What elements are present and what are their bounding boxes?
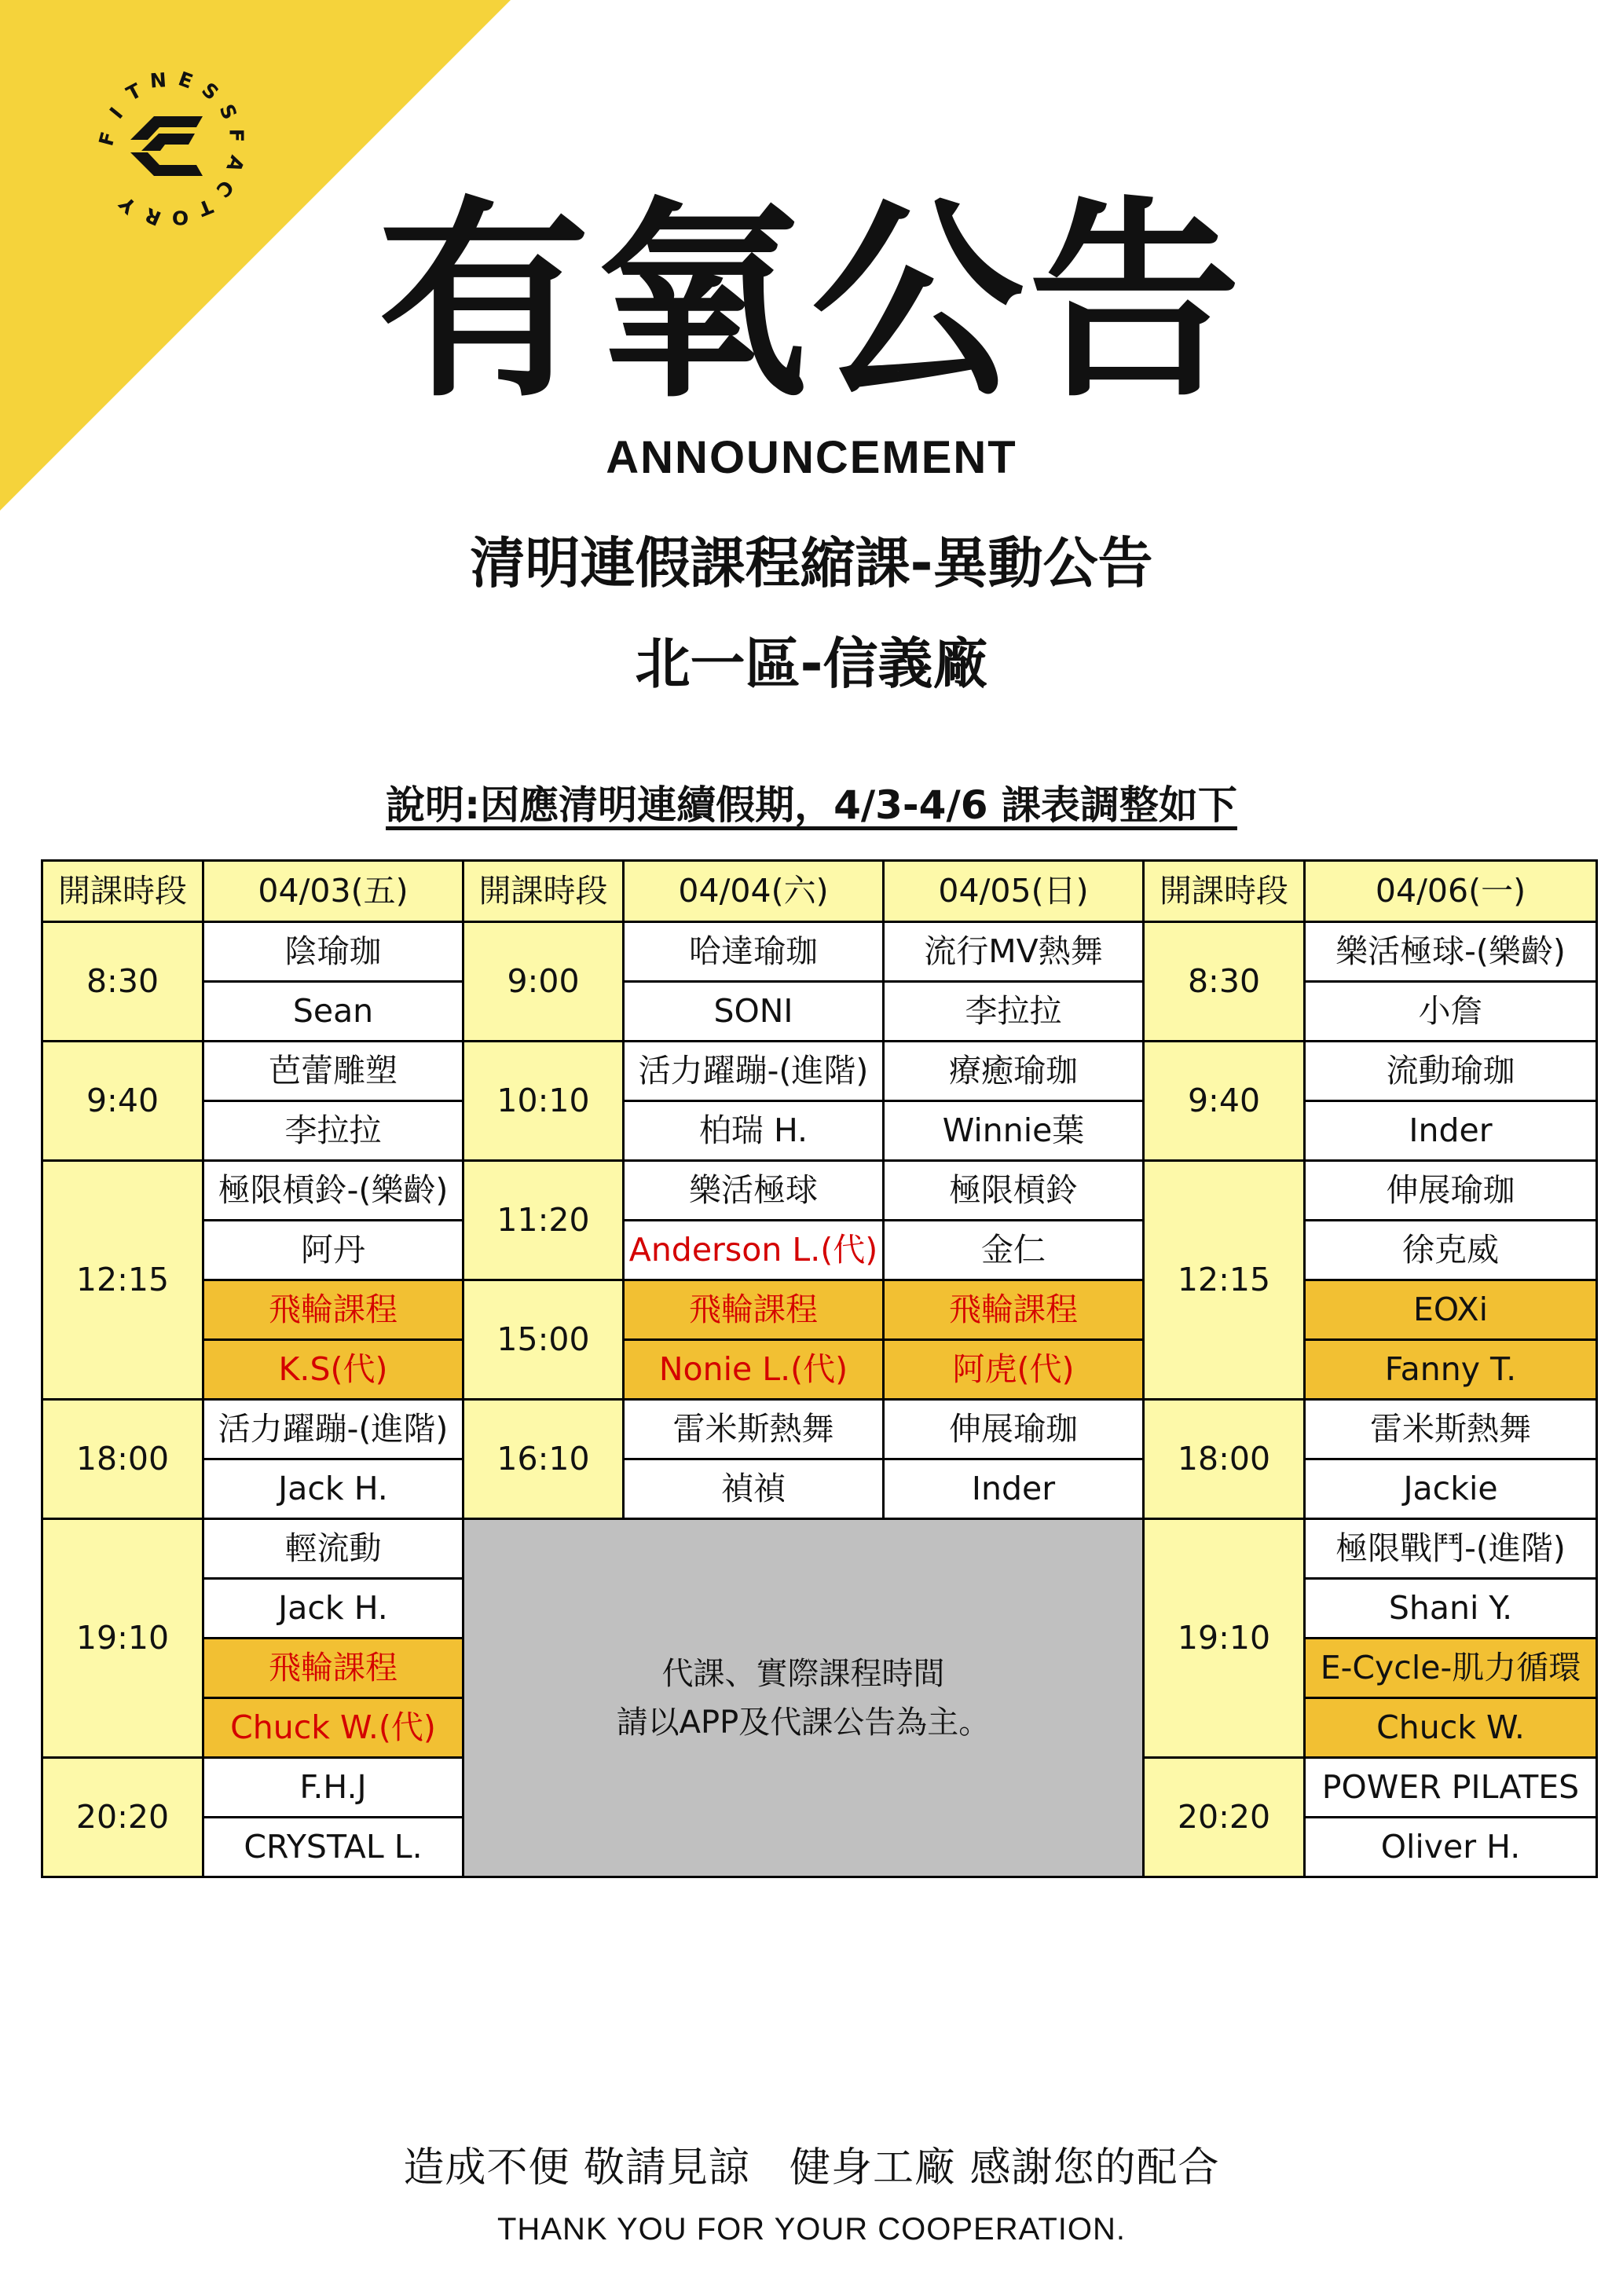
teacher-name: 阿丹 xyxy=(203,1221,463,1280)
course-name: 療癒瑜珈 xyxy=(884,1042,1144,1101)
table-row xyxy=(42,1340,1597,1400)
logo-letter: T xyxy=(123,79,145,106)
table-row xyxy=(42,1161,1597,1221)
time-slot: 9:40 xyxy=(42,1042,203,1161)
schedule-table xyxy=(41,859,1598,1878)
table-row xyxy=(42,1280,1597,1340)
substitute-teacher: Nonie L.(代) xyxy=(624,1340,884,1400)
table-row xyxy=(42,1400,1597,1459)
time-slot: 12:15 xyxy=(1144,1161,1305,1400)
teacher-name: Fanny T. xyxy=(1305,1340,1597,1400)
time-slot: 18:00 xyxy=(1144,1400,1305,1519)
course-name: 輕流動 xyxy=(203,1519,463,1579)
course-name: 飛輪課程 xyxy=(203,1280,463,1340)
column-header: 開課時段 xyxy=(42,861,203,922)
course-name: 伸展瑜珈 xyxy=(1305,1161,1597,1221)
branch-name: 北一區-信義廠 xyxy=(635,632,988,696)
time-slot: 20:20 xyxy=(42,1758,203,1877)
logo-letter: E xyxy=(175,67,196,93)
teacher-name: Shani Y. xyxy=(1305,1579,1597,1639)
course-name: E-Cycle-肌力循環 xyxy=(1305,1639,1597,1698)
time-slot: 16:10 xyxy=(463,1400,624,1519)
course-name: 陰瑜珈 xyxy=(203,922,463,982)
course-name: 活力躍蹦-(進階) xyxy=(203,1400,463,1459)
teacher-name: 小詹 xyxy=(1305,982,1597,1042)
page-subtitle: ANNOUNCEMENT xyxy=(606,432,1017,483)
substitute-note-block xyxy=(463,1519,1144,1877)
course-name: 飛輪課程 xyxy=(884,1280,1144,1340)
teacher-name: Chuck W. xyxy=(1305,1698,1597,1758)
table-row xyxy=(42,1519,1597,1579)
table-row xyxy=(42,1221,1597,1280)
logo-letter: S xyxy=(214,101,242,123)
teacher-name: 李拉拉 xyxy=(203,1101,463,1161)
schedule-note xyxy=(0,778,1623,833)
footer-chinese xyxy=(0,2137,1623,2199)
teacher-name: Inder xyxy=(1305,1101,1597,1161)
course-name: 伸展瑜珈 xyxy=(884,1400,1144,1459)
time-slot: 11:20 xyxy=(463,1161,624,1280)
time-slot: 10:10 xyxy=(463,1042,624,1161)
substitute-note-line: 請以APP及代課公告為主。 xyxy=(616,1704,991,1741)
course-name: 飛輪課程 xyxy=(203,1639,463,1698)
time-slot: 12:15 xyxy=(42,1161,203,1400)
course-name: 極限槓鈴-(樂齡) xyxy=(203,1161,463,1221)
footer-apology: 造成不便 敬請見諒 xyxy=(403,2144,750,2192)
course-name: POWER PILATES xyxy=(1305,1758,1597,1818)
logo-letter: R xyxy=(141,203,165,230)
column-header: 04/03(五) xyxy=(203,861,463,922)
table-row xyxy=(42,1101,1597,1161)
teacher-name: Oliver H. xyxy=(1305,1818,1597,1877)
course-name: 飛輪課程 xyxy=(624,1280,884,1340)
teacher-name: Sean xyxy=(203,982,463,1042)
logo-letter: T xyxy=(195,194,216,221)
substitute-teacher: Chuck W.(代) xyxy=(203,1698,463,1758)
schedule-note-text: 說明:因應清明連續假期，4/3-4/6 課表調整如下 xyxy=(386,782,1237,828)
time-slot: 8:30 xyxy=(42,922,203,1042)
course-name: 流動瑜珈 xyxy=(1305,1042,1597,1101)
column-header: 04/05(日) xyxy=(884,861,1144,922)
course-name: EOXi xyxy=(1305,1280,1597,1340)
logo-letter: F xyxy=(225,128,248,142)
course-name: 樂活極球 xyxy=(624,1161,884,1221)
teacher-name: Winnie葉 xyxy=(884,1101,1144,1161)
course-name: 樂活極球-(樂齡) xyxy=(1305,922,1597,982)
teacher-name: 禎禎 xyxy=(624,1459,884,1519)
teacher-name: 柏瑞 H. xyxy=(624,1101,884,1161)
teacher-name: Jackie xyxy=(1305,1459,1597,1519)
time-slot: 8:30 xyxy=(1144,922,1305,1042)
substitute-teacher: K.S(代) xyxy=(203,1340,463,1400)
column-header: 開課時段 xyxy=(1144,861,1305,922)
column-header: 04/06(一) xyxy=(1305,861,1597,922)
course-name: F.H.J xyxy=(203,1758,463,1818)
footer-english: THANK YOU FOR YOUR COOPERATION. xyxy=(497,2212,1126,2247)
logo-letter: O xyxy=(171,206,189,229)
time-slot: 9:00 xyxy=(463,922,624,1042)
course-name: 極限槓鈴 xyxy=(884,1161,1144,1221)
column-header: 04/04(六) xyxy=(624,861,884,922)
column-header: 開課時段 xyxy=(463,861,624,922)
teacher-name: 李拉拉 xyxy=(884,982,1144,1042)
logo-letter: I xyxy=(104,103,128,123)
course-name: 芭蕾雕塑 xyxy=(203,1042,463,1101)
time-slot: 18:00 xyxy=(42,1400,203,1519)
teacher-name: CRYSTAL L. xyxy=(203,1818,463,1877)
teacher-name: 金仁 xyxy=(884,1221,1144,1280)
teacher-name: Inder xyxy=(884,1459,1144,1519)
table-row xyxy=(42,982,1597,1042)
teacher-name: Jack H. xyxy=(203,1579,463,1639)
table-row xyxy=(42,1459,1597,1519)
course-name: 極限戰鬥-(進階) xyxy=(1305,1519,1597,1579)
substitute-note-line: 代課、實際課程時間 xyxy=(661,1655,945,1692)
time-slot: 19:10 xyxy=(1144,1519,1305,1758)
logo-letter: S xyxy=(197,78,223,105)
time-slot: 20:20 xyxy=(1144,1758,1305,1877)
table-row xyxy=(42,922,1597,982)
course-name: 雷米斯熱舞 xyxy=(1305,1400,1597,1459)
logo-letter: Y xyxy=(115,192,141,218)
teacher-name: SONI xyxy=(624,982,884,1042)
substitute-teacher: Anderson L.(代) xyxy=(624,1221,884,1280)
logo-letter: C xyxy=(211,175,239,202)
footer-thanks: 健身工廠 感謝您的配合 xyxy=(790,2144,1220,2192)
course-name: 活力躍蹦-(進階) xyxy=(624,1042,884,1101)
time-slot: 15:00 xyxy=(463,1280,624,1400)
logo-letter: N xyxy=(148,68,167,93)
teacher-name: Jack H. xyxy=(203,1459,463,1519)
course-name: 雷米斯熱舞 xyxy=(624,1400,884,1459)
table-row xyxy=(42,1042,1597,1101)
time-slot: 19:10 xyxy=(42,1519,203,1758)
course-name: 哈達瑜珈 xyxy=(624,922,884,982)
course-name: 流行MV熱舞 xyxy=(884,922,1144,982)
substitute-teacher: 阿虎(代) xyxy=(884,1340,1144,1400)
time-slot: 9:40 xyxy=(1144,1042,1305,1161)
announcement-headline: 清明連假課程縮課-異動公告 xyxy=(470,531,1153,595)
page-title: 有氧公告 xyxy=(378,178,1245,426)
table-header-row xyxy=(42,861,1597,922)
teacher-name: 徐克威 xyxy=(1305,1221,1597,1280)
logo-letter: F xyxy=(94,129,120,148)
logo-letter: A xyxy=(222,152,249,176)
